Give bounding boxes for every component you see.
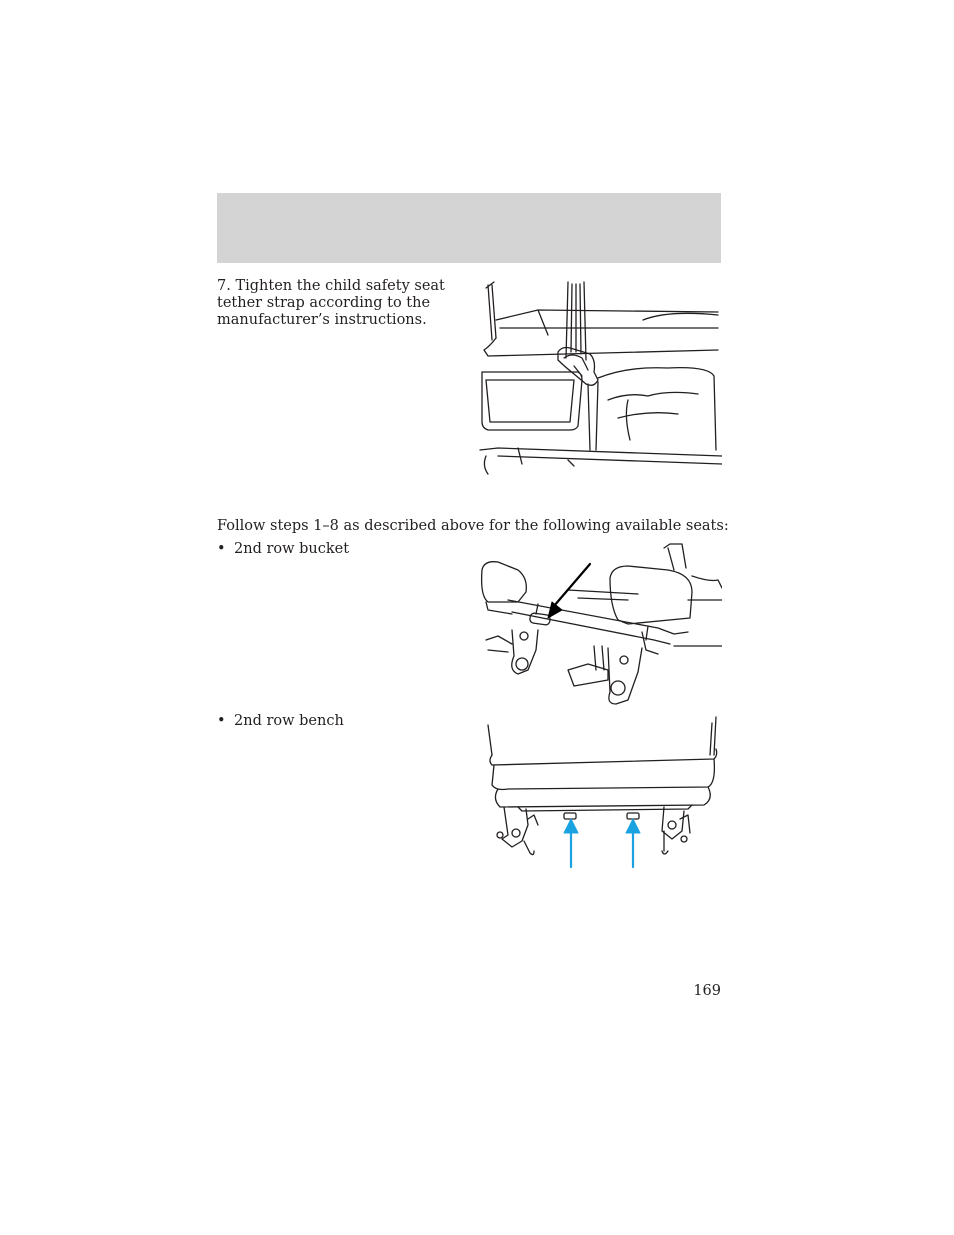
bench-seat-anchor-illustration <box>478 715 722 871</box>
bullet-2nd-row-bench <box>217 713 344 730</box>
bullet-symbol: • <box>217 541 226 557</box>
bullet-2nd-row-bucket <box>217 541 349 558</box>
section-header-band <box>217 193 721 263</box>
step-7-line-2: tether strap according to the <box>217 295 431 311</box>
bullet-symbol: • <box>217 713 226 729</box>
bullet-label: 2nd row bench <box>234 713 344 729</box>
bullet-label: 2nd row bucket <box>234 541 350 557</box>
page-number: 169 <box>693 983 721 999</box>
bucket-seat-anchor-illustration <box>478 540 722 708</box>
step-7-instruction <box>217 278 445 329</box>
step-7-line-3: manufacturer’s instructions. <box>217 312 427 328</box>
step-7-line-1: 7. Tighten the child safety seat <box>217 278 445 294</box>
follow-steps-text: Follow steps 1–8 as described above for the following available seats: <box>217 518 729 534</box>
tether-strap-illustration <box>478 280 722 476</box>
